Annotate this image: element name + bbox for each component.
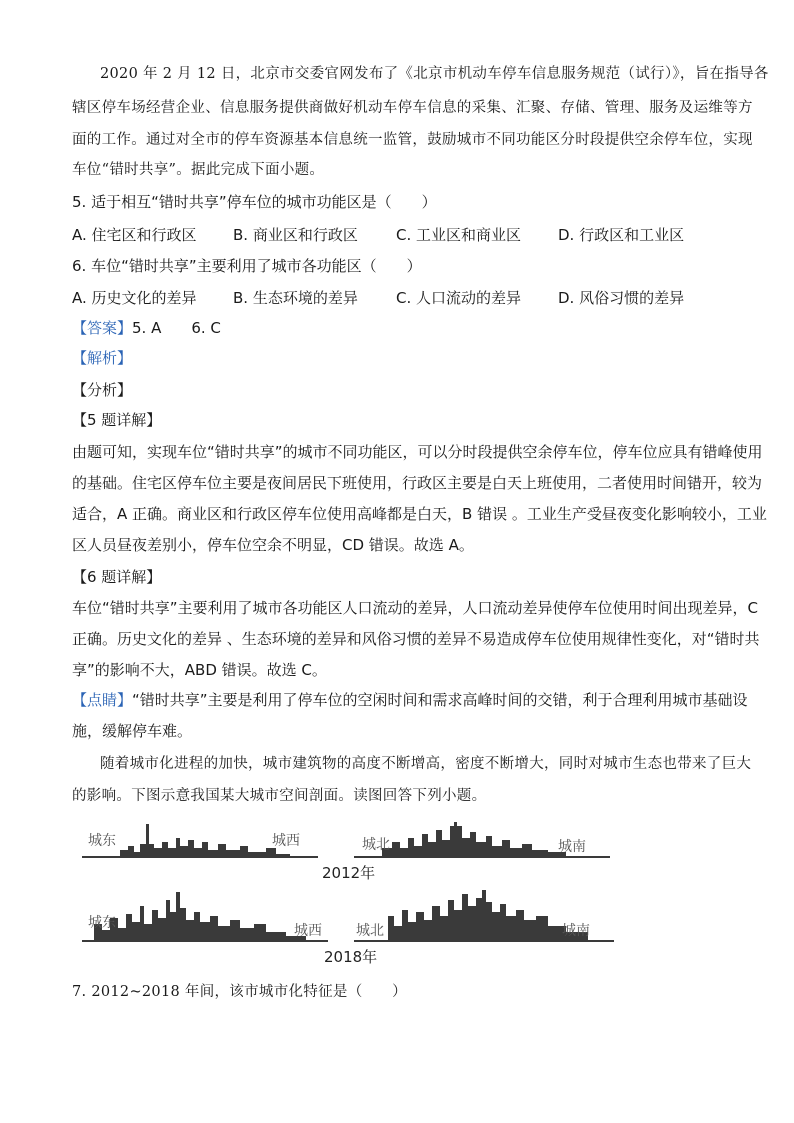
figure-year-2018: 2018年 — [324, 948, 378, 966]
analysis-row — [72, 348, 722, 368]
passage1-line-3: 面的工作。通过对全市的停车资源基本信息统一监管，鼓励城市不同功能区分时段提供空余停车位，实现 — [72, 132, 753, 148]
label-2018-south: 城南 — [562, 923, 590, 939]
figure-year-2012: 2012年 — [322, 864, 376, 882]
dianjing-line-2: 施，缓解停车难。 — [72, 722, 193, 740]
dianjing-row — [72, 690, 748, 710]
label-2018-east: 城东 — [88, 915, 116, 931]
passage2-line-2: 的影响。下图示意我国某大城市空间剖面。读图回答下列小题。 — [72, 788, 487, 804]
q5-option-a: A. 住宅区和行政区 — [72, 226, 197, 244]
question-7-stem: 7. 2012~2018 年间，该市城市化特征是（ ） — [72, 984, 407, 1000]
label-2018-north: 城北 — [356, 923, 384, 939]
label-2012-east: 城东 — [88, 833, 116, 849]
q5-option-c: C. 工业区和商业区 — [396, 226, 522, 244]
q5-option-d: D. 行政区和工业区 — [558, 226, 685, 244]
answer-row — [72, 318, 722, 338]
q5-option-b: B. 商业区和行政区 — [233, 226, 358, 244]
detail5-line-3: 适合，A 正确。商业区和行政区停车位使用高峰都是白天，B 错误 。工业生产受昼夜变化影响较小，工业 — [72, 505, 767, 523]
question-5-stem: 5. 适于相互“错时共享”停车位的城市功能区是（ ） — [72, 193, 437, 211]
label-2012-west: 城西 — [272, 833, 300, 849]
label-2018-west: 城西 — [294, 923, 322, 939]
detail6-line-3: 享”的影响不大，ABD 错误。故选 C。 — [72, 661, 327, 679]
label-2012-north: 城北 — [362, 837, 390, 853]
dianjing-tag: 【点睛】 — [72, 691, 133, 709]
passage2-line-1: 随着城市化进程的加快，城市建筑物的高度不断增高，密度不断增大，同时对城市生态也带来了巨大 — [100, 756, 752, 772]
dianjing-line-1: “错时共享”主要是利用了停车位的空闲时间和需求高峰时间的交错，利于合理利用城市基础设 — [132, 691, 748, 709]
passage1-line-2: 辖区停车场经营企业、信息服务提供商做好机动车停车信息的采集、汇聚、存储、管理、服务及运维等方 — [72, 100, 753, 116]
skyline-2018-east-west — [80, 888, 330, 944]
passage1-line-4: 车位“错时共享”。据此完成下面小题。 — [72, 162, 325, 178]
analysis-tag: 【解析】 — [72, 349, 133, 367]
detail5-line-1: 由题可知，实现车位“错时共享”的城市不同功能区，可以分时段提供空余停车位，停车位应具有错峰使用 — [72, 443, 763, 461]
fenxi-tag: 【分析】 — [72, 381, 133, 399]
detail6-line-1: 车位“错时共享”主要利用了城市各功能区人口流动的差异，人口流动差异使停车位使用时间出现差异，C — [72, 599, 759, 617]
answer-text: 5. A 6. C — [132, 319, 221, 337]
detail5-line-4: 区人员昼夜差别小，停车位空余不明显，CD 错误。故选 A。 — [72, 536, 474, 554]
q6-option-b: B. 生态环境的差异 — [233, 289, 358, 307]
answer-tag: 【答案】 — [72, 319, 133, 337]
detail6-line-2: 正确。历史文化的差异 、生态环境的差异和风俗习惯的差异不易造成停车位使用规律性变化，对“错时共 — [72, 630, 760, 648]
fenxi-row — [72, 380, 722, 400]
detail5-line-2: 的基础。住宅区停车位主要是夜间居民下班使用，行政区主要是白天上班使用，二者使用时间错开，较为 — [72, 474, 763, 492]
label-2012-south: 城南 — [558, 839, 586, 855]
detail5-tag: 【5 题详解】 — [72, 411, 162, 429]
q6-option-c: C. 人口流动的差异 — [396, 289, 522, 307]
passage1-line-1: 2020 年 2 月 12 日，北京市交委官网发布了《北京市机动车停车信息服务规范（试行）》，旨在指导各 — [100, 66, 769, 82]
question-6-stem: 6. 车位“错时共享”主要利用了城市各功能区（ ） — [72, 257, 422, 275]
detail6-tag: 【6 题详解】 — [72, 568, 162, 586]
q6-option-d: D. 风俗习惯的差异 — [558, 289, 685, 307]
q6-option-a: A. 历史文化的差异 — [72, 289, 197, 307]
